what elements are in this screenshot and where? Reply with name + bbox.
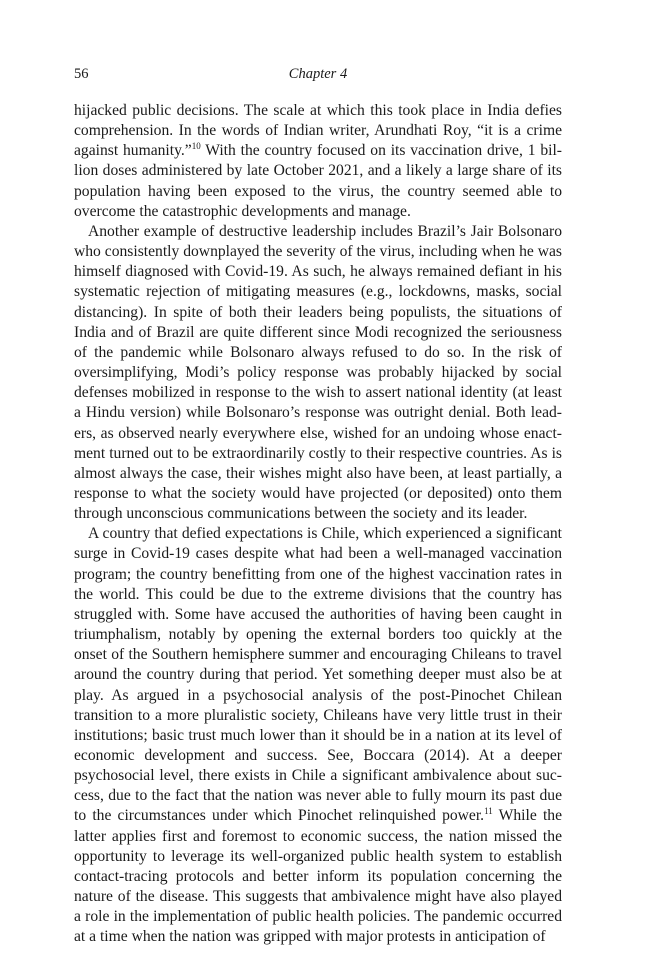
footnote-ref-11: 11 (484, 806, 493, 817)
page-number: 56 (74, 66, 89, 82)
footnote-ref-10: 10 (191, 141, 201, 152)
paragraph-3 (74, 524, 562, 947)
paragraph-2: Another example of destructive leadership includes Brazil’s Jair Bolsonaro who consistently downplayed the severity of the virus, including when he was himself diagnosed with Covid-19. As such, he always remained defiant in his systematic rejection of mitigating measures (e.g., lockdowns, masks, social distancing). In spite of both their leaders being populists, the situations of India and of Brazil are quite different since Modi recognized the seriousness of the pandemic while Bolsonaro always refused to do so. In the risk of oversimplifying, Modi’s policy response was probably hijacked by social defenses mobilized in response to the wish to assert national identity (at least a Hindu version) while Bolsonaro’s response was outright denial. Both leaders, as observed nearly everywhere else, wished for an undoing whose enactment turned out to be extraordinarily costly to their respective countries. As is almost always the case, their wishes might also have been, at least partially, a response to what the society would have projected (or deposited) onto them through unconscious communications between the society and its leader. (74, 222, 562, 523)
paragraph-1 (74, 101, 562, 222)
body-text (74, 101, 562, 948)
paragraph-1-text-b: With the country focused on its vaccination drive, 1 billion doses administered by late October 2021, and a likely a large share of its population having been exposed to the virus, the country seemed able to overcome the catastrophic developments and manage. (74, 142, 562, 220)
paragraph-3-text-b: While the latter applies first and foremost to economic success, the nation missed the opportunity to leverage its well-organized public health system to establish contact-tracing protocols and better inform its population concerning the nature of the disease. This suggests that ambivalence might have also played a role in the implementation of public health policies. The pandemic occurred at a time when the nation was gripped with major protests in anticipation of (74, 807, 562, 946)
paragraph-1-text-a: hijacked public decisions. The scale at which this took place in India defies comprehension. In the words of Indian writer, Arundhati Roy, “it is a crime against humanity.” (74, 102, 562, 160)
paragraph-3-text-a: A country that defied expectations is Chile, which experienced a significant surge in Covid-19 cases despite what had been a well-managed vaccination program; the country benefitting from one of the highest vaccination rates in the world. This could be due to the extreme divisions that the country has struggled with. Some have accused the authorities of having been caught in triumphalism, notably by opening the external borders too quickly at the onset of the Southern hemisphere summer and encouraging Chileans to travel around the country during that period. Yet something deeper must also be at play. As argued in a psychosocial analysis of the post-Pinochet Chilean transition to a more pluralistic society, Chileans have very little trust in their institutions; basic trust much lower than it should be in a nation at its level of economic development and success. See, Boccara (2014). At a deeper psychosocial level, there exists in Chile a significant ambivalence about success, due to the fact that the nation was never able to fully mourn its past due to the circumstances under which Pinochet relinquished power. (74, 525, 562, 825)
running-head: Chapter 4 (288, 66, 348, 82)
page-header (74, 66, 562, 86)
